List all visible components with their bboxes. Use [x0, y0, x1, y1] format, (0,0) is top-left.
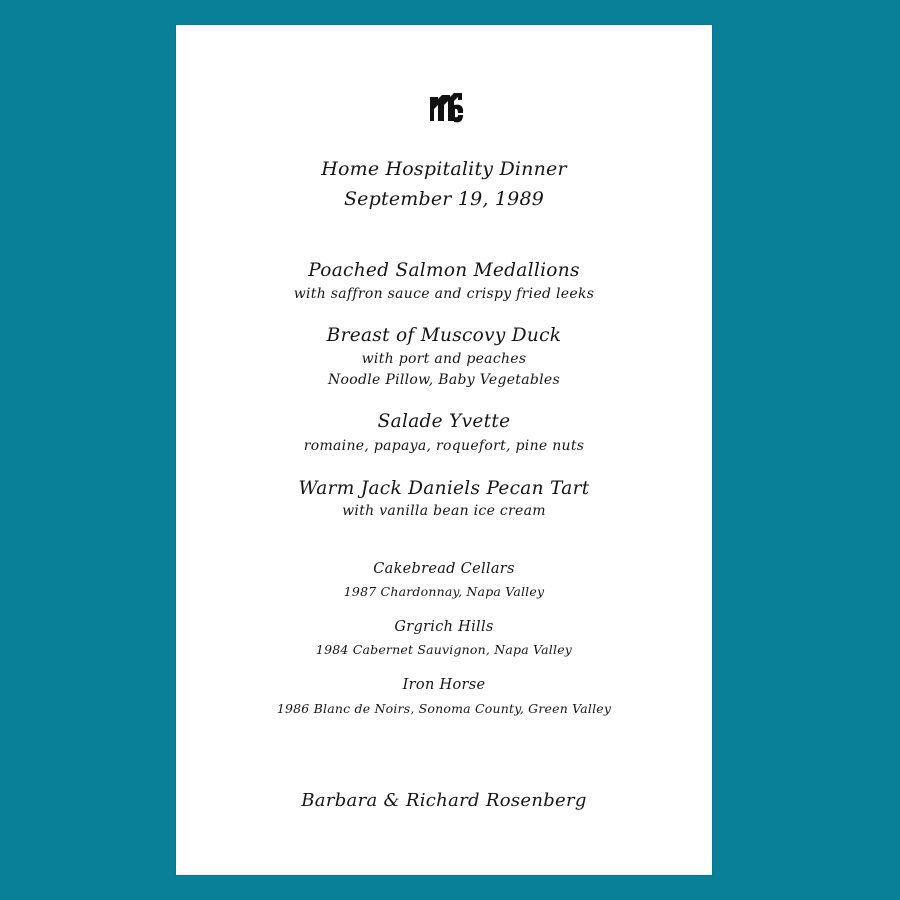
wine-1-name: 1987 Chardonnay, Napa Valley: [343, 584, 545, 599]
event-title: Home Hospitality Dinner: [321, 158, 567, 180]
menu-card: [176, 25, 712, 875]
wine-2-winery: Grgrich Hills: [394, 619, 494, 635]
wine-1-winery: Cakebread Cellars: [373, 561, 515, 577]
course-1-name: Poached Salmon Medallions: [308, 260, 580, 281]
course-3-name: Salade Yvette: [377, 411, 511, 432]
hosts-signature: Barbara & Richard Rosenberg: [301, 790, 587, 811]
course-2-detail-2: Noodle Pillow, Baby Vegetables: [328, 372, 560, 388]
course-2-name: Breast of Muscovy Duck: [326, 325, 562, 346]
wine-3-name: 1986 Blanc de Noirs, Sonoma County, Green Valley: [276, 701, 612, 716]
course-2-detail-1: with port and peaches: [361, 351, 527, 367]
wine-2-name: 1984 Cabernet Sauvignon, Napa Valley: [315, 642, 573, 657]
course-4-name: Warm Jack Daniels Pecan Tart: [298, 478, 590, 499]
course-1-detail-1: with saffron sauce and crispy fried leeks: [293, 286, 595, 302]
iic-monogram-logo: [428, 91, 464, 125]
wine-3-winery: Iron Horse: [402, 677, 486, 693]
course-4-detail-1: with vanilla bean ice cream: [342, 503, 546, 519]
course-3-detail-1: romaine, papaya, roquefort, pine nuts: [303, 438, 585, 454]
event-date: September 19, 1989: [343, 188, 545, 210]
